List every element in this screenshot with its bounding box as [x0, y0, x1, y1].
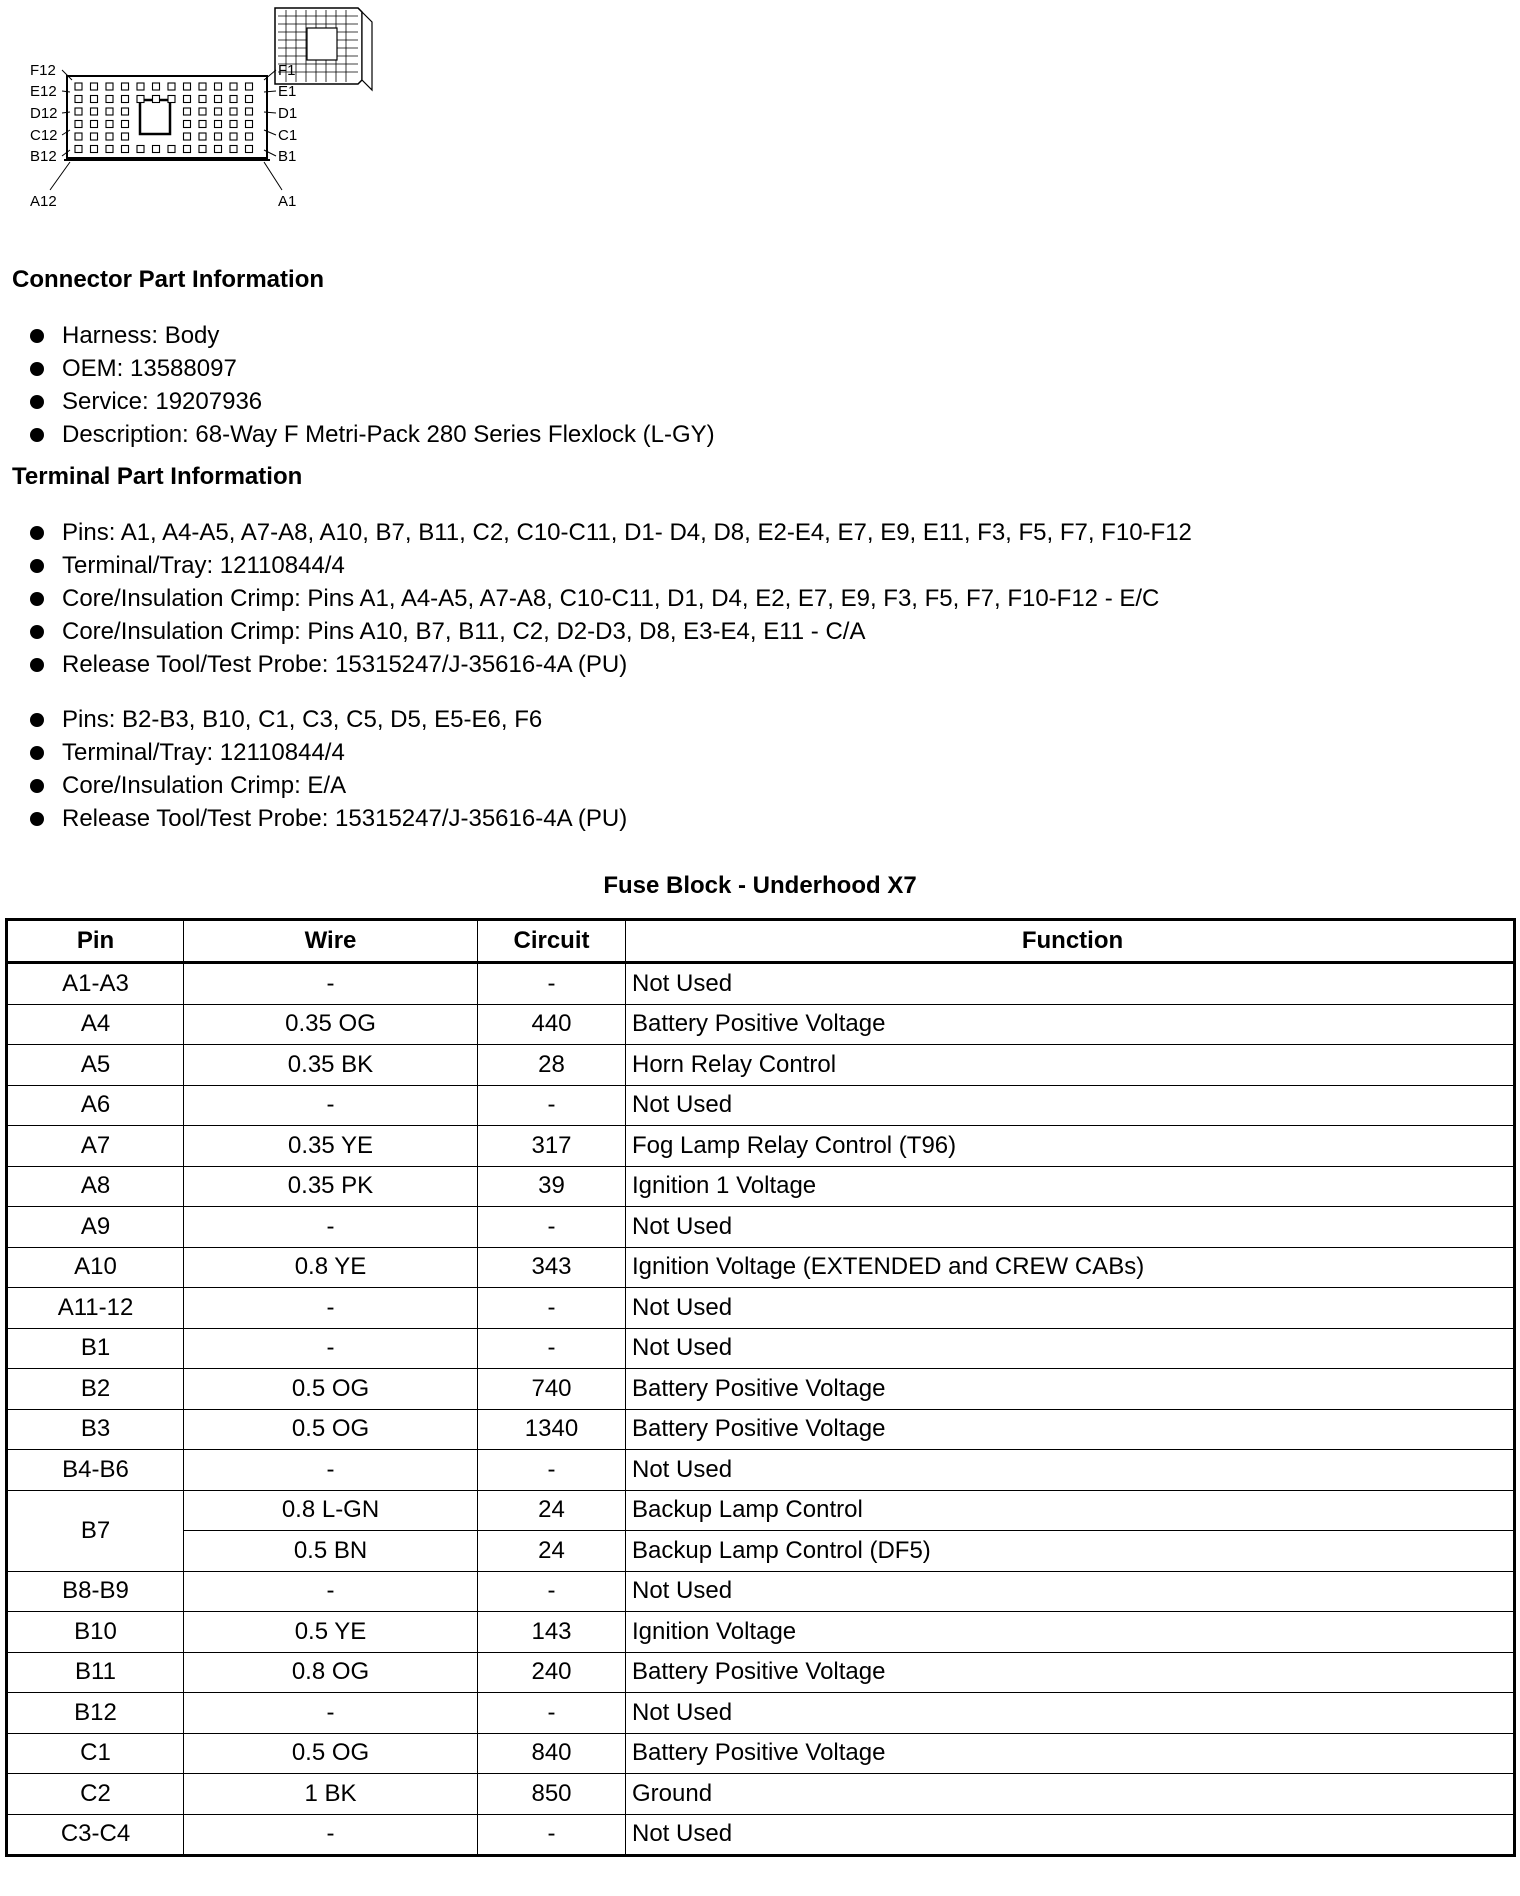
cell-function: Battery Positive Voltage — [626, 1369, 1515, 1410]
cell-function: Ground — [626, 1774, 1515, 1815]
connector-diagram — [20, 0, 390, 215]
cell-circuit: 317 — [478, 1126, 626, 1167]
cell-wire: - — [184, 1288, 478, 1329]
cell-circuit: - — [478, 1571, 626, 1612]
list-item: Core/Insulation Crimp: Pins A1, A4-A5, A7-A8, C10-C11, D1, D4, E2, E7, E9, F3, F5, F7, F10-F12 - E/C — [30, 582, 1192, 615]
pin-cavity — [153, 96, 160, 103]
pin-cavity — [122, 108, 129, 115]
label-e1: E1 — [278, 83, 297, 100]
terminal-part-title: Terminal Part Information — [12, 463, 303, 490]
list-item: Release Tool/Test Probe: 15315247/J-35616-4A (PU) — [30, 802, 627, 835]
cell-pin: A7 — [7, 1126, 184, 1167]
pin-cavity — [246, 96, 253, 103]
table-row — [7, 1571, 1515, 1612]
table-row — [7, 963, 1515, 1005]
pin-cavity — [230, 96, 237, 103]
cell-pin: B7 — [7, 1490, 184, 1571]
cell-wire: 0.5 YE — [184, 1612, 478, 1653]
pin-cavity — [184, 83, 191, 90]
pinout-table — [5, 918, 1516, 1857]
table-row — [7, 1328, 1515, 1369]
pin-cavity — [91, 83, 98, 90]
pin-cavity — [230, 121, 237, 128]
pin-cavity — [215, 96, 222, 103]
cell-wire: 0.8 YE — [184, 1247, 478, 1288]
pin-cavity — [122, 133, 129, 140]
table-row — [7, 1612, 1515, 1653]
label-d12: D12 — [30, 105, 58, 122]
cell-pin: B3 — [7, 1409, 184, 1450]
cell-pin: A4 — [7, 1004, 184, 1045]
pin-cavity — [75, 96, 82, 103]
label-f1: F1 — [278, 62, 296, 79]
pin-cavity — [137, 83, 144, 90]
cell-circuit: 1340 — [478, 1409, 626, 1450]
cell-pin: A9 — [7, 1207, 184, 1248]
pin-cavity — [106, 83, 113, 90]
pin-cavity — [199, 146, 206, 153]
cell-function: Fog Lamp Relay Control (T96) — [626, 1126, 1515, 1167]
pin-cavity — [91, 121, 98, 128]
table-row — [7, 1450, 1515, 1491]
pin-cavity — [122, 121, 129, 128]
cell-function: Not Used — [626, 1693, 1515, 1734]
cell-function: Battery Positive Voltage — [626, 1004, 1515, 1045]
list-item: Core/Insulation Crimp: Pins A10, B7, B11, C2, D2-D3, D8, E3-E4, E11 - C/A — [30, 615, 1192, 648]
label-a1: A1 — [278, 193, 297, 210]
pin-cavity — [246, 108, 253, 115]
cell-wire: - — [184, 1328, 478, 1369]
pin-cavity — [91, 108, 98, 115]
pin-cavity — [230, 83, 237, 90]
pin-cavity — [75, 133, 82, 140]
list-item: Release Tool/Test Probe: 15315247/J-35616-4A (PU) — [30, 648, 1192, 681]
pin-cavity — [122, 146, 129, 153]
pin-cavity — [230, 133, 237, 140]
pin-cavity — [106, 146, 113, 153]
terminal-part-list-1 — [30, 516, 1192, 681]
cell-wire: - — [184, 1814, 478, 1856]
cell-circuit: - — [478, 1085, 626, 1126]
table-row — [7, 1652, 1515, 1693]
cell-pin: A11-12 — [7, 1288, 184, 1329]
cell-function: Not Used — [626, 1288, 1515, 1329]
pin-cavity — [246, 121, 253, 128]
cell-pin: C3-C4 — [7, 1814, 184, 1856]
pin-cavity — [184, 108, 191, 115]
cell-function: Not Used — [626, 1571, 1515, 1612]
cell-pin: B4-B6 — [7, 1450, 184, 1491]
connector-part-list — [30, 319, 715, 451]
cell-pin: A1-A3 — [7, 963, 184, 1005]
pin-cavity — [106, 121, 113, 128]
cell-wire: - — [184, 963, 478, 1005]
header-pin: Pin — [7, 920, 184, 963]
pin-cavity — [137, 146, 144, 153]
pin-cavity — [215, 146, 222, 153]
pin-cavity — [153, 83, 160, 90]
label-c1: C1 — [278, 127, 298, 144]
cell-circuit: 240 — [478, 1652, 626, 1693]
table-row — [7, 1045, 1515, 1086]
cell-pin: B2 — [7, 1369, 184, 1410]
pin-cavity — [230, 108, 237, 115]
pin-cavity — [215, 83, 222, 90]
pin-cavity — [215, 121, 222, 128]
pin-cavity — [168, 146, 175, 153]
pin-cavity — [199, 121, 206, 128]
label-d1: D1 — [278, 105, 298, 122]
cell-wire: - — [184, 1207, 478, 1248]
label-a12: A12 — [30, 193, 57, 210]
table-row — [7, 1733, 1515, 1774]
pin-cavity — [184, 96, 191, 103]
pin-cavity — [199, 133, 206, 140]
pin-cavity — [122, 83, 129, 90]
pin-cavity — [215, 108, 222, 115]
label-f12: F12 — [30, 62, 56, 79]
cell-function: Battery Positive Voltage — [626, 1409, 1515, 1450]
cell-wire: 0.35 OG — [184, 1004, 478, 1045]
cell-circuit: - — [478, 1207, 626, 1248]
cell-pin: C2 — [7, 1774, 184, 1815]
cell-circuit: 24 — [478, 1490, 626, 1531]
cell-function: Ignition Voltage — [626, 1612, 1515, 1653]
table-row — [7, 1369, 1515, 1410]
cell-pin: B1 — [7, 1328, 184, 1369]
table-row — [7, 1693, 1515, 1734]
cell-pin: A6 — [7, 1085, 184, 1126]
cell-circuit: 840 — [478, 1733, 626, 1774]
cell-wire: 0.5 OG — [184, 1733, 478, 1774]
table-row — [7, 1247, 1515, 1288]
header-function: Function — [626, 920, 1515, 963]
pin-cavity — [246, 83, 253, 90]
cell-wire: 0.8 OG — [184, 1652, 478, 1693]
cell-wire: - — [184, 1450, 478, 1491]
pin-cavity — [91, 146, 98, 153]
cell-function: Not Used — [626, 963, 1515, 1005]
pin-cavity — [246, 133, 253, 140]
cell-circuit: 28 — [478, 1045, 626, 1086]
cell-pin: A5 — [7, 1045, 184, 1086]
list-item: Pins: A1, A4-A5, A7-A8, A10, B7, B11, C2, C10-C11, D1- D4, D8, E2-E4, E7, E9, E11, F3, F5, F7, F10-F12 — [30, 516, 1192, 549]
cell-circuit: 24 — [478, 1531, 626, 1572]
pin-cavity — [168, 96, 175, 103]
pin-cavity — [184, 146, 191, 153]
cell-circuit: 343 — [478, 1247, 626, 1288]
cell-pin: B10 — [7, 1612, 184, 1653]
pin-cavity — [184, 133, 191, 140]
table-row — [7, 1085, 1515, 1126]
cell-wire: 0.35 YE — [184, 1126, 478, 1167]
label-b1: B1 — [278, 148, 297, 165]
cell-circuit: 39 — [478, 1166, 626, 1207]
pin-cavity — [153, 146, 160, 153]
label-e12: E12 — [30, 83, 57, 100]
table-title: Fuse Block - Underhood X7 — [603, 872, 917, 899]
cell-wire: 0.35 PK — [184, 1166, 478, 1207]
cell-wire: - — [184, 1085, 478, 1126]
pin-cavity — [75, 108, 82, 115]
cell-pin: B8-B9 — [7, 1571, 184, 1612]
pin-cavity — [246, 146, 253, 153]
table-row — [7, 1004, 1515, 1045]
table-row — [7, 1774, 1515, 1815]
cell-pin: B12 — [7, 1693, 184, 1734]
list-item: Terminal/Tray: 12110844/4 — [30, 549, 1192, 582]
cell-wire: 0.5 OG — [184, 1409, 478, 1450]
cell-function: Not Used — [626, 1085, 1515, 1126]
list-item: Service: 19207936 — [30, 385, 715, 418]
left-labels — [30, 62, 58, 210]
list-item: Terminal/Tray: 12110844/4 — [30, 736, 627, 769]
cell-circuit: - — [478, 1288, 626, 1329]
cell-circuit: - — [478, 1693, 626, 1734]
cell-wire: 0.5 BN — [184, 1531, 478, 1572]
pin-cavity — [106, 133, 113, 140]
cell-pin: A10 — [7, 1247, 184, 1288]
table-row — [7, 1814, 1515, 1856]
connector-part-title: Connector Part Information — [12, 266, 325, 293]
pin-cavity — [215, 133, 222, 140]
pin-cavity — [75, 146, 82, 153]
header-circuit: Circuit — [478, 920, 626, 963]
cell-function: Not Used — [626, 1814, 1515, 1856]
pin-cavity — [137, 96, 144, 103]
pin-cavity — [199, 83, 206, 90]
cell-pin: B11 — [7, 1652, 184, 1693]
pin-cavity — [184, 121, 191, 128]
table-row — [7, 1207, 1515, 1248]
pin-cavity — [106, 108, 113, 115]
cell-circuit: - — [478, 1328, 626, 1369]
cell-wire: 1 BK — [184, 1774, 478, 1815]
list-item: Description: 68-Way F Metri-Pack 280 Series Flexlock (L-GY) — [30, 418, 715, 451]
pin-cavity — [91, 96, 98, 103]
header-wire: Wire — [184, 920, 478, 963]
cell-function: Not Used — [626, 1207, 1515, 1248]
cell-function: Ignition 1 Voltage — [626, 1166, 1515, 1207]
pin-cavity — [230, 146, 237, 153]
cell-wire: - — [184, 1693, 478, 1734]
table-row — [7, 1288, 1515, 1329]
cell-circuit: 740 — [478, 1369, 626, 1410]
list-item: Pins: B2-B3, B10, C1, C3, C5, D5, E5-E6, F6 — [30, 703, 627, 736]
pin-cavity — [168, 83, 175, 90]
cell-pin: A8 — [7, 1166, 184, 1207]
cell-wire: 0.5 OG — [184, 1369, 478, 1410]
cell-function: Backup Lamp Control — [626, 1490, 1515, 1531]
list-item: Harness: Body — [30, 319, 715, 352]
cell-circuit: 143 — [478, 1612, 626, 1653]
pin-cavity — [199, 96, 206, 103]
pin-cavity — [199, 108, 206, 115]
cell-wire: 0.35 BK — [184, 1045, 478, 1086]
table-row — [7, 1531, 1515, 1572]
pin-cavity — [106, 96, 113, 103]
cell-function: Battery Positive Voltage — [626, 1733, 1515, 1774]
cell-function: Battery Positive Voltage — [626, 1652, 1515, 1693]
connector-face — [64, 76, 270, 160]
cell-function: Ignition Voltage (EXTENDED and CREW CABs) — [626, 1247, 1515, 1288]
cell-circuit: - — [478, 1814, 626, 1856]
terminal-part-list-2 — [30, 703, 627, 835]
pin-cavity — [75, 121, 82, 128]
cell-circuit: 850 — [478, 1774, 626, 1815]
table-row — [7, 1126, 1515, 1167]
cell-wire: - — [184, 1571, 478, 1612]
list-item: OEM: 13588097 — [30, 352, 715, 385]
cell-function: Not Used — [626, 1328, 1515, 1369]
cell-circuit: - — [478, 1450, 626, 1491]
cell-function: Not Used — [626, 1450, 1515, 1491]
label-c12: C12 — [30, 127, 58, 144]
table-row — [7, 1166, 1515, 1207]
cell-wire: 0.8 L-GN — [184, 1490, 478, 1531]
table-row — [7, 1490, 1515, 1531]
pin-cavity — [91, 133, 98, 140]
cell-function: Horn Relay Control — [626, 1045, 1515, 1086]
table-header-row — [7, 920, 1515, 963]
cell-function: Backup Lamp Control (DF5) — [626, 1531, 1515, 1572]
pin-cavity — [122, 96, 129, 103]
pin-cavity — [75, 83, 82, 90]
cell-circuit: - — [478, 963, 626, 1005]
label-b12: B12 — [30, 148, 57, 165]
list-item: Core/Insulation Crimp: E/A — [30, 769, 627, 802]
table-row — [7, 1409, 1515, 1450]
cell-pin: C1 — [7, 1733, 184, 1774]
cell-circuit: 440 — [478, 1004, 626, 1045]
